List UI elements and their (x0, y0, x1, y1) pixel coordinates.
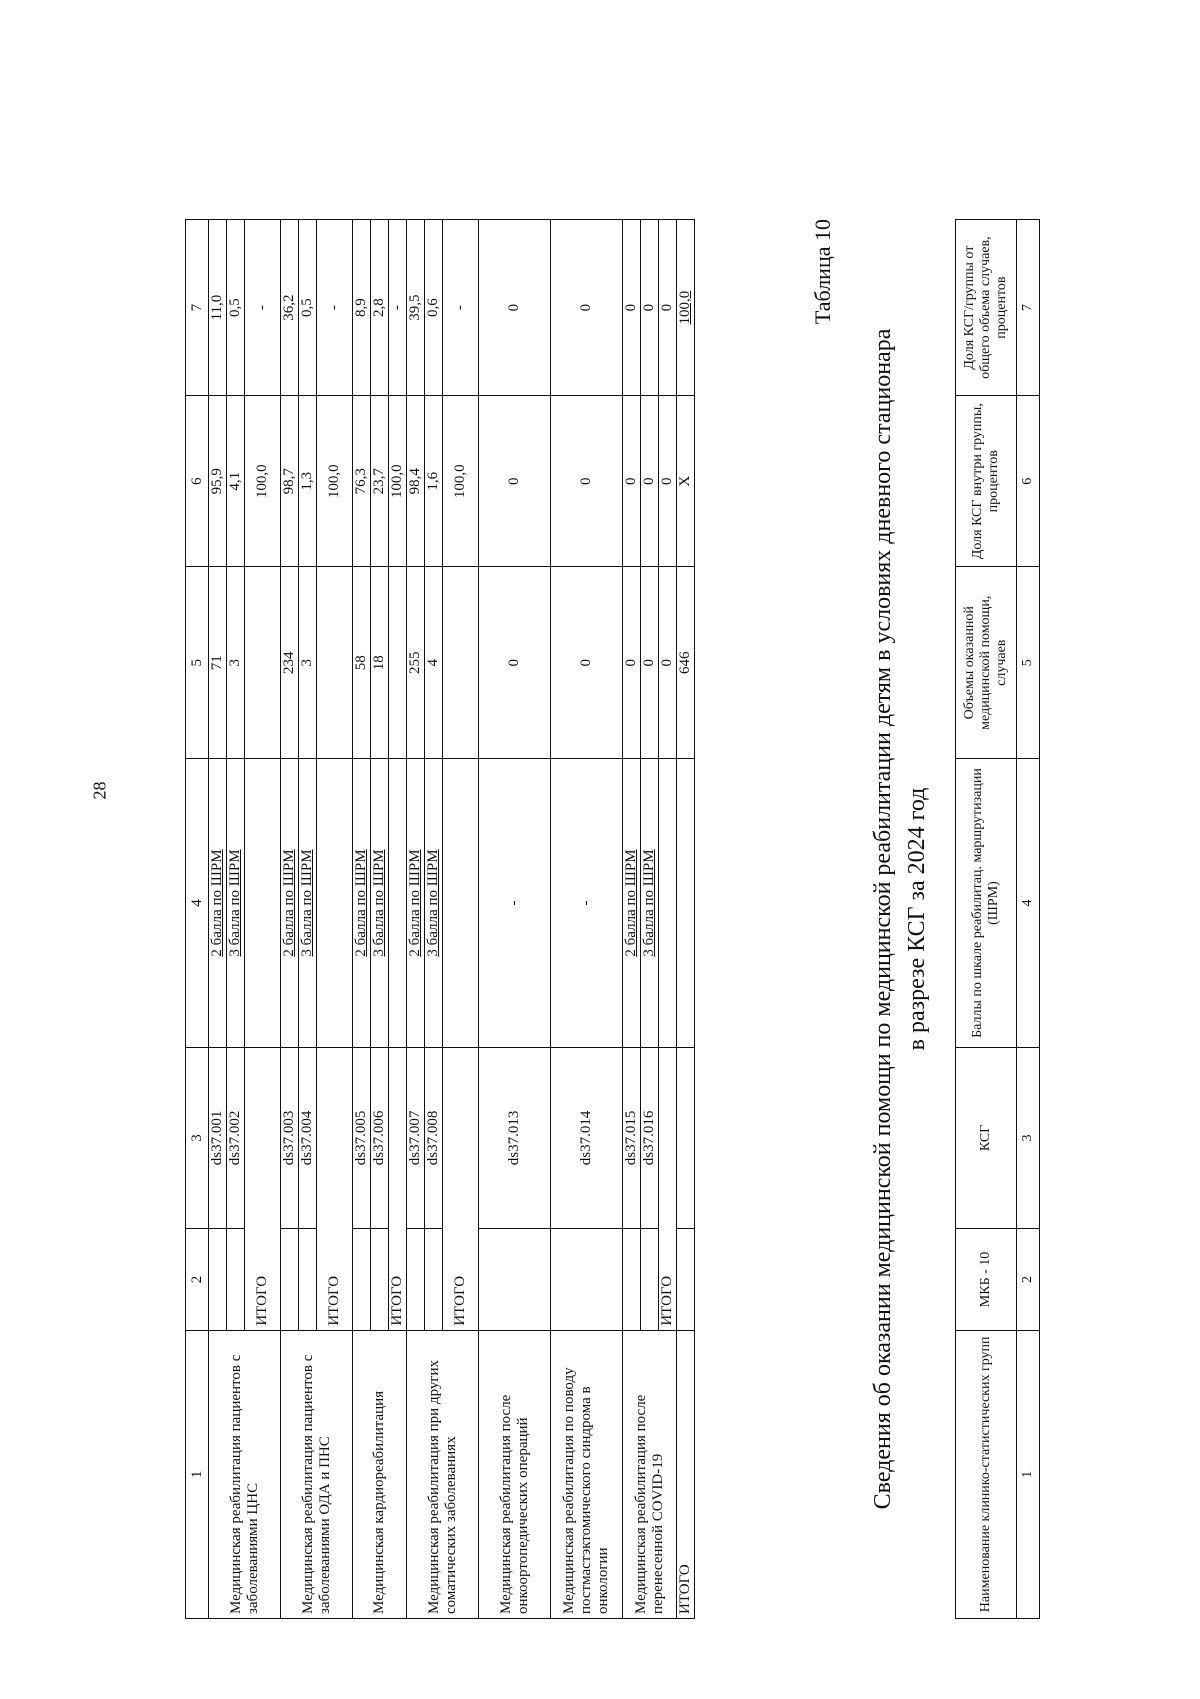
table-row (551, 220, 623, 1619)
rotated-page-content (0, 159, 1100, 1699)
score: - (551, 759, 623, 1047)
cases: 71 (209, 567, 227, 759)
column-header: КСГ (956, 1047, 1017, 1229)
share-total: 11,0 (209, 220, 227, 396)
score: 2 балла по ШРМ (353, 759, 371, 1047)
share-in-group: 4,1 (227, 396, 245, 567)
share-in-group: 0 (659, 396, 677, 567)
col-num: 3 (186, 1047, 209, 1229)
score: 2 балла по ШРМ (623, 759, 641, 1047)
ksg-code: ds37.008 (425, 1047, 443, 1229)
share-in-group: 95,9 (209, 396, 227, 567)
ksg-code: ds37.015 (623, 1047, 641, 1229)
ksg-code: ds37.005 (353, 1047, 371, 1229)
col-num: 5 (186, 567, 209, 759)
col-num: 6 (1017, 396, 1040, 567)
share-total: 39,5 (407, 220, 425, 396)
share-total: - (317, 220, 353, 396)
share-in-group: X (677, 396, 695, 567)
col-num: 7 (1017, 220, 1040, 396)
ksg-code: ds37.006 (371, 1047, 389, 1229)
share-in-group: 0 (641, 396, 659, 567)
cases: 646 (677, 567, 695, 759)
group-name: Медицинская кардиореабилитация (353, 1330, 407, 1618)
score: 3 балла по ШРМ (371, 759, 389, 1047)
score: 2 балла по ШРМ (407, 759, 425, 1047)
col-num: 7 (186, 220, 209, 396)
share-total: 2,8 (371, 220, 389, 396)
share-in-group: 23,7 (371, 396, 389, 567)
table-row (281, 220, 299, 1619)
table-row (209, 220, 227, 1619)
share-in-group: 0 (479, 396, 551, 567)
share-total: 0,5 (227, 220, 245, 396)
share-total: 0 (623, 220, 641, 396)
share-in-group: 1,3 (299, 396, 317, 567)
column-header: Доля КСГ внутри группы, процентов (956, 396, 1017, 567)
column-number-row (186, 220, 209, 1619)
share-total: 100,0 (677, 220, 695, 396)
cases: 0 (659, 567, 677, 759)
score: 3 балла по ШРМ (425, 759, 443, 1047)
total-label: ИТОГО (677, 1330, 695, 1618)
total-label: ИТОГО (317, 1047, 353, 1330)
cases: 0 (479, 567, 551, 759)
cases: 234 (281, 567, 299, 759)
column-header: Наименование клинико-статистических групп (956, 1330, 1017, 1618)
score: 3 балла по ШРМ (641, 759, 659, 1047)
table-label: Таблица 10 (810, 219, 835, 325)
total-label: ИТОГО (443, 1047, 479, 1330)
share-total: - (245, 220, 281, 396)
share-total: 36,2 (281, 220, 299, 396)
cases: 58 (353, 567, 371, 759)
group-name: Медицинская реабилитация пациентов с заболеваниями ОДА и ПНС (281, 1330, 353, 1618)
table-row (353, 220, 371, 1619)
col-num: 1 (1017, 1330, 1040, 1618)
cases: 0 (551, 567, 623, 759)
column-header: Доля КСГ/группы от общего объема случаев, процентов (956, 220, 1017, 396)
share-total: 0 (479, 220, 551, 396)
ksg-code: ds37.014 (551, 1047, 623, 1229)
share-total: 0 (659, 220, 677, 396)
share-total: - (389, 220, 407, 396)
group-name: Медицинская реабилитация после онкоортопедических операций (479, 1330, 551, 1618)
col-num: 2 (186, 1229, 209, 1330)
share-total: - (443, 220, 479, 396)
total-label: ИТОГО (659, 1047, 677, 1330)
share-in-group: 0 (623, 396, 641, 567)
group-name: Медицинская реабилитация пациентов с заболеваниями ЦНС (209, 1330, 281, 1618)
score: 3 балла по ШРМ (227, 759, 245, 1047)
score: 2 балла по ШРМ (209, 759, 227, 1047)
cases: 18 (371, 567, 389, 759)
share-in-group: 100,0 (317, 396, 353, 567)
share-in-group: 0 (551, 396, 623, 567)
ksg-code: ds37.002 (227, 1047, 245, 1229)
col-num: 6 (186, 396, 209, 567)
cases: 255 (407, 567, 425, 759)
column-header: Баллы по шкале реабилитац. маршрутизации (ШРМ) (956, 759, 1017, 1047)
share-in-group: 100,0 (389, 396, 407, 567)
group-name: Медицинская реабилитация при других соматических заболеваниях (407, 1330, 479, 1618)
total-label: ИТОГО (389, 1047, 407, 1330)
ksg-code: ds37.004 (299, 1047, 317, 1229)
share-in-group: 100,0 (443, 396, 479, 567)
score: 3 балла по ШРМ (299, 759, 317, 1047)
second-table (955, 219, 1040, 1619)
grand-total-row (677, 220, 695, 1619)
table-title-line2: в разрезе КСГ за 2024 год (904, 787, 930, 1051)
cases: 3 (299, 567, 317, 759)
score: - (479, 759, 551, 1047)
score: 2 балла по ШРМ (281, 759, 299, 1047)
table-row (623, 220, 641, 1619)
table-row (407, 220, 425, 1619)
ksg-code: ds37.007 (407, 1047, 425, 1229)
share-total: 0,5 (299, 220, 317, 396)
ksg-code: ds37.001 (209, 1047, 227, 1229)
column-number-row (1017, 220, 1040, 1619)
column-header: МКБ - 10 (956, 1229, 1017, 1330)
page-number: 28 (89, 781, 110, 800)
group-name: Медицинская реабилитация по поводу постмастэктомического синдрома в онкологии (551, 1330, 623, 1618)
col-num: 2 (1017, 1229, 1040, 1330)
table-row (479, 220, 551, 1619)
share-in-group: 98,4 (407, 396, 425, 567)
share-in-group: 98,7 (281, 396, 299, 567)
col-num: 1 (186, 1330, 209, 1618)
cases: 0 (623, 567, 641, 759)
column-header: Объемы оказанной медицинской помощи, случаев (956, 567, 1017, 759)
share-total: 8,9 (353, 220, 371, 396)
total-label: ИТОГО (245, 1047, 281, 1330)
group-name: Медицинская реабилитация после перенесенной COVID-19 (623, 1330, 677, 1618)
cases: 0 (641, 567, 659, 759)
col-num: 4 (186, 759, 209, 1047)
col-num: 4 (1017, 759, 1040, 1047)
share-total: 0 (551, 220, 623, 396)
share-in-group: 76,3 (353, 396, 371, 567)
col-num: 3 (1017, 1047, 1040, 1229)
cases: 4 (425, 567, 443, 759)
share-in-group: 1,6 (425, 396, 443, 567)
main-table (185, 219, 695, 1619)
share-in-group: 100,0 (245, 396, 281, 567)
col-num: 5 (1017, 567, 1040, 759)
ksg-code: ds37.003 (281, 1047, 299, 1229)
cases: 3 (227, 567, 245, 759)
ksg-code: ds37.013 (479, 1047, 551, 1229)
share-total: 0 (641, 220, 659, 396)
share-total: 0,6 (425, 220, 443, 396)
table-title: Сведения об оказании медицинской помощи по медицинской реабилитации детям в условиях дневного стационара (870, 328, 896, 1510)
header-row (956, 220, 1017, 1619)
ksg-code: ds37.016 (641, 1047, 659, 1229)
